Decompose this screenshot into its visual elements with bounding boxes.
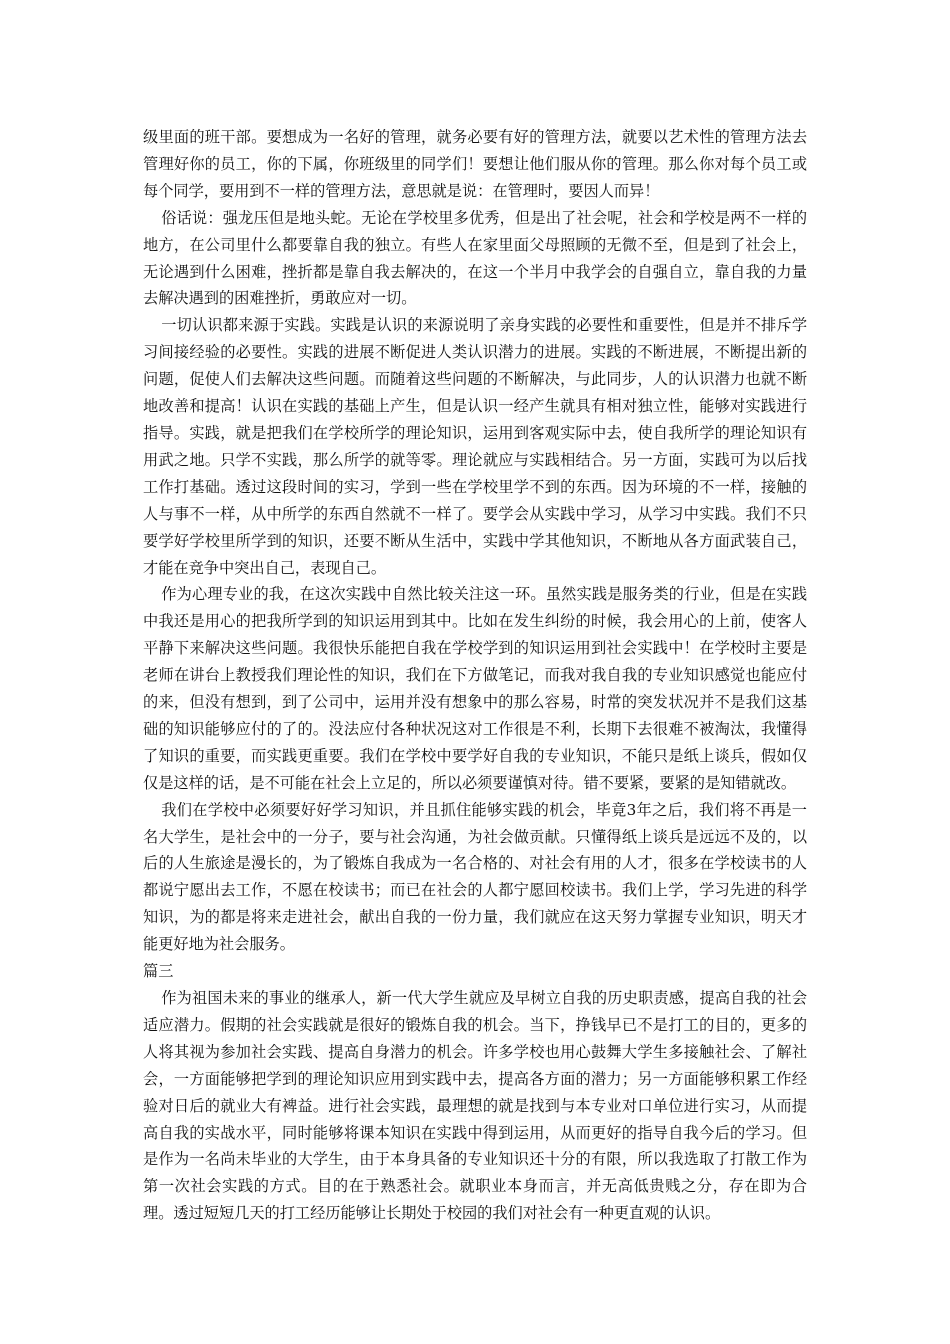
section-heading: 篇三	[143, 962, 174, 981]
document-page	[143, 124, 807, 1227]
paragraph-independence: 俗话说：强龙压但是地头蛇。无论在学校里多优秀，但是出了社会呢，社会和学校是两不一样的地方，在公司里什么都要靠自我的独立。有些人在家里面父母照顾的无微不至，但是到了社会上，无论遇到什么困难，挫折都是靠自我去解决的，在这一个半月中我学会的自强自立，靠自我的力量去解决遇到的困难挫折，勇敢应对一切。	[143, 208, 807, 308]
paragraph-practice-knowledge: 一切认识都来源于实践。实践是认识的来源说明了亲身实践的必要性和重要性，但是并不排斥学习间接经验的必要性。实践的进展不断促进人类认识潜力的进展。实践的不断进展，不断提出新的问题，促使人们去解决这些问题。而随着这些问题的不断解决，与此同步，人的认识潜力也就不断地改善和提高！认识在实践的基础上产生，但是认识一经产生就具有相对独立性，能够对实践进行指导。实践，就是把我们在学校所学的理论知识，运用到客观实际中去，使自我所学的理论知识有用武之地。只学不实践，那么所学的就等零。理论就应与实践相结合。另一方面，实践可为以后找工作打基础。透过这段时间的实习，学到一些在学校里学不到的东西。因为环境的不一样，接触的人与事不一样，从中所学的东西自然就不一样了。要学会从实践中学习，从学习中实践。我们不只要学好学校里所学到的知识，还要不断从生活中，实践中学其他知识，不断地从各方面武装自己，才能在竞争中突出自己，表现自己。	[143, 316, 807, 577]
paragraph-social-practice: 作为祖国未来的事业的继承人，新一代大学生就应及早树立自我的历史职责感，提高自我的社会适应潜力。假期的社会实践就是很好的锻炼自我的机会。当下，挣钱早已不是打工的目的，更多的人将其视为参加社会实践、提高自身潜力的机会。许多学校也用心鼓舞大学生多接触社会、了解社会，一方面能够把学到的理论知识应用到实践中去，提高各方面的潜力；另一方面能够积累工作经验对日后的就业大有裨益。进行社会实践，最理想的就是找到与本专业对口单位进行实习，从而提高自我的实战水平，同时能够将课本知识在实践中得到运用，从而更好的指导自我今后的学习。但是作为一名尚未毕业的大学生，由于本身具备的专业知识还十分的有限，所以我选取了打散工作为第一次社会实践的方式。目的在于熟悉社会。就职业本身而言，并无高低贵贱之分，存在即为合理。透过短短几天的打工经历能够让长期处于校园的我们对社会有一种更直观的认识。	[143, 989, 807, 1223]
paragraph-study-hard: 我们在学校中必须要好好学习知识，并且抓住能够实践的机会，毕竟3年之后，我们将不再是一名大学生，是社会中的一分子，要与社会沟通，为社会做贡献。只懂得纸上谈兵是远远不及的，以后的人生旅途是漫长的，为了锻炼自我成为一名合格的、对社会有用的人才，很多在学校读书的人都说宁愿出去工作，不愿在校读书；而已在社会的人都宁愿回校读书。我们上学，学习先进的科学知识，为的都是将来走进社会，献出自我的一份力量，我们就应在这天努力掌握专业知识，明天才能更好地为社会服务。	[143, 800, 807, 954]
paragraph-management: 级里面的班干部。要想成为一名好的管理，就务必要有好的管理方法，就要以艺术性的管理方法去管理好你的员工，你的下属，你班级里的同学们！要想让他们服从你的管理。那么你对每个员工或每个同学，要用到不一样的管理方法，意思就是说：在管理时，要因人而异！	[143, 128, 807, 200]
paragraph-psychology-major: 作为心理专业的我，在这次实践中自然比较关注这一环。虽然实践是服务类的行业，但是在实践中我还是用心的把我所学到的知识运用到其中。比如在发生纠纷的时候，我会用心的上前，使客人平静下来解决这些问题。我很快乐能把自我在学校学到的知识运用到社会实践中！在学校时主要是老师在讲台上教授我们理论性的知识，我们在下方做笔记，而我对我自我的专业知识感觉也能应付的来，但没有想到，到了公司中，运用并没有想象中的那么容易，时常的突发状况并不是我们这基础的知识能够应付的了的。没法应付各种状况这对工作很是不利，长期下去很难不被淘汰，我懂得了知识的重要，而实践更重要。我们在学校中要学好自我的专业知识，不能只是纸上谈兵，假如仅仅是这样的话，是不可能在社会上立足的，所以必须要谨慎对待。错不要紧，要紧的是知错就改。	[143, 585, 807, 792]
